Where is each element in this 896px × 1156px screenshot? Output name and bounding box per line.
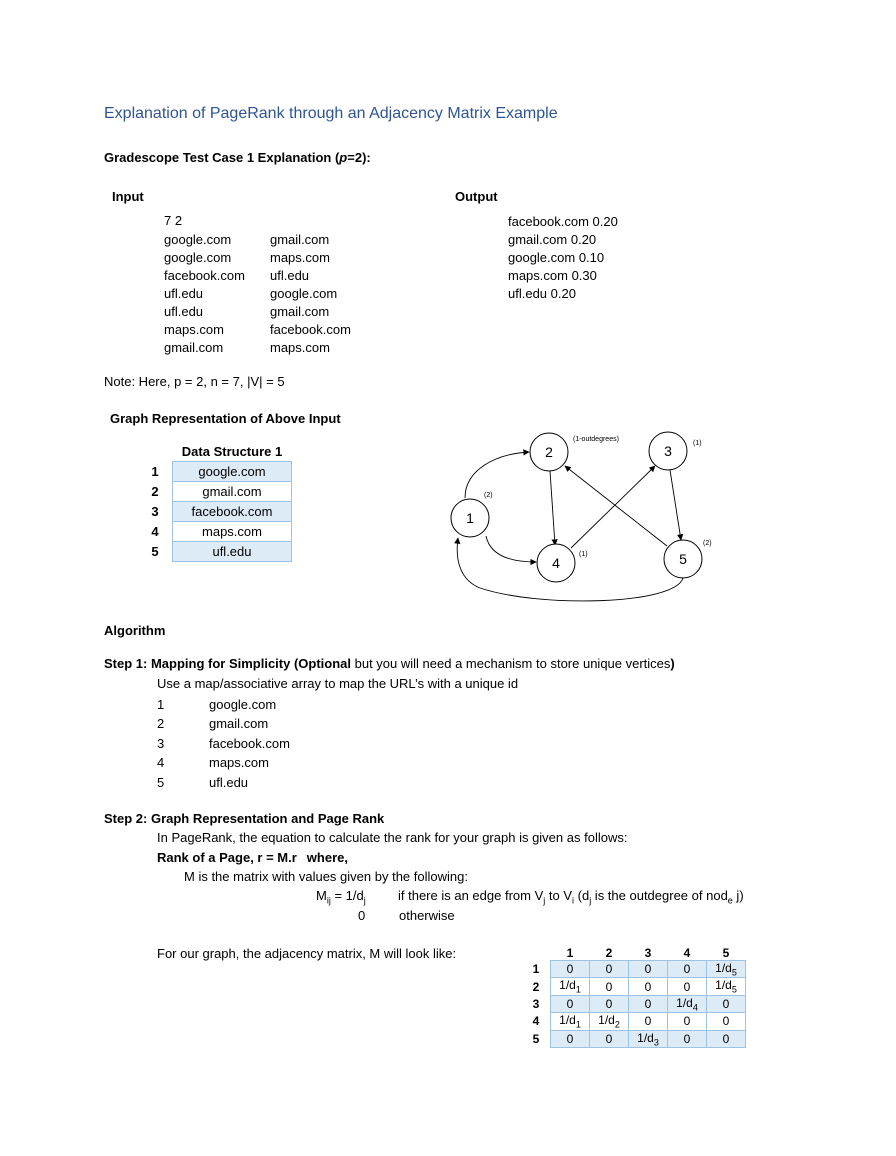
output-list [508, 213, 618, 303]
input-edge-list [164, 231, 351, 357]
algorithm-heading: Algorithm [104, 623, 166, 638]
input-edge-row: maps.com facebook.com [164, 322, 351, 337]
step1-heading: Step 1: Mapping for Simplicity (Optional but you will need a mechanism to store unique vertices) [104, 656, 675, 671]
equation-zero: 0 [358, 908, 366, 923]
list-item: 3 facebook.com [157, 735, 290, 751]
matrix-col-header: 3 [644, 945, 652, 960]
output-line: facebook.com 0.20 [508, 214, 618, 229]
matrix-col-header: 5 [722, 945, 730, 960]
svg-text:4: 4 [552, 555, 560, 571]
table-row: 3 facebook.com [138, 502, 292, 522]
case-heading-suffix: =2): [347, 150, 371, 165]
node-3-degree-label: (1) [693, 440, 702, 447]
case-heading-prefix: Gradescope Test Case 1 Explanation ( [104, 150, 340, 165]
step2-heading: Step 2: Graph Representation and Page Rank [104, 811, 385, 826]
list-item: 5 ufl.edu [157, 774, 249, 790]
svg-text:2: 2 [545, 444, 553, 460]
table-row: 1 0 0 0 0 $1/d_5$ [522, 961, 746, 978]
table-row: 5 0 0 $1/d_3$ 0 0 [522, 1030, 746, 1047]
page-title: Explanation of PageRank through an Adjacency Matrix Example [104, 105, 558, 122]
table-row: 4 $1/d_1$ $1/d_2$ 0 0 0 [522, 1013, 746, 1030]
case-heading [104, 150, 371, 165]
input-edge-row: google.com gmail.com [164, 232, 330, 247]
output-line: maps.com 0.30 [508, 268, 597, 283]
note: Note: Here, p = 2, n = 7, |V| = 5 [104, 374, 285, 389]
data-structure-table [138, 444, 292, 562]
input-edge-row: ufl.edu google.com [164, 286, 338, 301]
matrix-col-header: 1 [566, 945, 574, 960]
output-line: google.com 0.10 [508, 250, 605, 265]
input-label: Input [112, 189, 144, 204]
step1-mapping-list [157, 695, 290, 792]
svg-text:1: 1 [466, 510, 474, 526]
equation-lhs: $M_{ij} = 1/d_j$ [316, 888, 366, 906]
svg-text:3: 3 [664, 443, 672, 459]
table-row: 2 $1/d_1$ 0 0 0 $1/d_5$ [522, 978, 746, 995]
input-edge-row: ufl.edu gmail.com [164, 304, 330, 319]
list-item: 4 maps.com [157, 755, 269, 771]
list-item: 2 gmail.com [157, 716, 269, 732]
equation-condition: if there is an edge from $V_j$ to $V_i$ ($d_j$ is the outdegree of nod$_e$ j) [398, 888, 744, 906]
node-1-degree-label: (2) [484, 492, 493, 499]
table-row: 4 maps.com [138, 522, 292, 542]
edge-2-4 [550, 471, 555, 545]
output-label: Output [455, 189, 498, 204]
rank-formula: Rank of a Page, r = M.r where, [157, 850, 348, 865]
graph-heading: Graph Representation of Above Input [110, 411, 341, 426]
output-line: ufl.edu 0.20 [508, 286, 576, 301]
m-description: M is the matrix with values given by the following: [184, 869, 468, 884]
edge-1-2 [465, 452, 529, 498]
graph-diagram [440, 420, 740, 615]
list-item: 1 google.com [157, 697, 277, 712]
input-edge-row: facebook.com ufl.edu [164, 268, 310, 283]
ds-title: Data Structure 1 [181, 444, 283, 459]
graph-node-4 [537, 544, 575, 582]
node-2-degree-label: (1-outdegrees) [573, 436, 619, 443]
matrix-col-header: 2 [605, 945, 613, 960]
graph-node-1 [451, 499, 489, 537]
output-line: gmail.com 0.20 [508, 232, 597, 247]
edge-5-2 [565, 466, 667, 546]
table-row: 3 0 0 0 $1/d_4$ 0 [522, 995, 746, 1012]
step2-line1: In PageRank, the equation to calculate the rank for your graph is given as follows: [157, 830, 628, 845]
matrix-col-header: 4 [683, 945, 691, 960]
graph-node-5 [664, 540, 702, 578]
case-heading-p: p [339, 150, 348, 165]
adjacency-text: For our graph, the adjacency matrix, M will look like: [157, 946, 457, 961]
input-first-line: 7 2 [164, 213, 183, 228]
node-5-degree-label: (2) [703, 540, 712, 547]
table-row: 5 ufl.edu [138, 542, 292, 562]
graph-node-2 [530, 433, 568, 471]
step1-desc: Use a map/associative array to map the URL’s with a unique id [157, 676, 519, 691]
edge-4-3 [571, 466, 655, 548]
svg-text:5: 5 [679, 551, 687, 567]
edge-1-4 [486, 536, 536, 562]
adjacency-matrix [522, 945, 746, 1048]
table-row: 1 google.com [138, 462, 292, 482]
equation-otherwise: otherwise [399, 908, 455, 923]
edge-3-5 [670, 470, 681, 540]
node-4-degree-label: (1) [579, 551, 588, 558]
input-edge-row: gmail.com maps.com [164, 340, 330, 355]
graph-node-3 [649, 432, 687, 470]
table-row: 2 gmail.com [138, 482, 292, 502]
input-edge-row: google.com maps.com [164, 250, 330, 265]
